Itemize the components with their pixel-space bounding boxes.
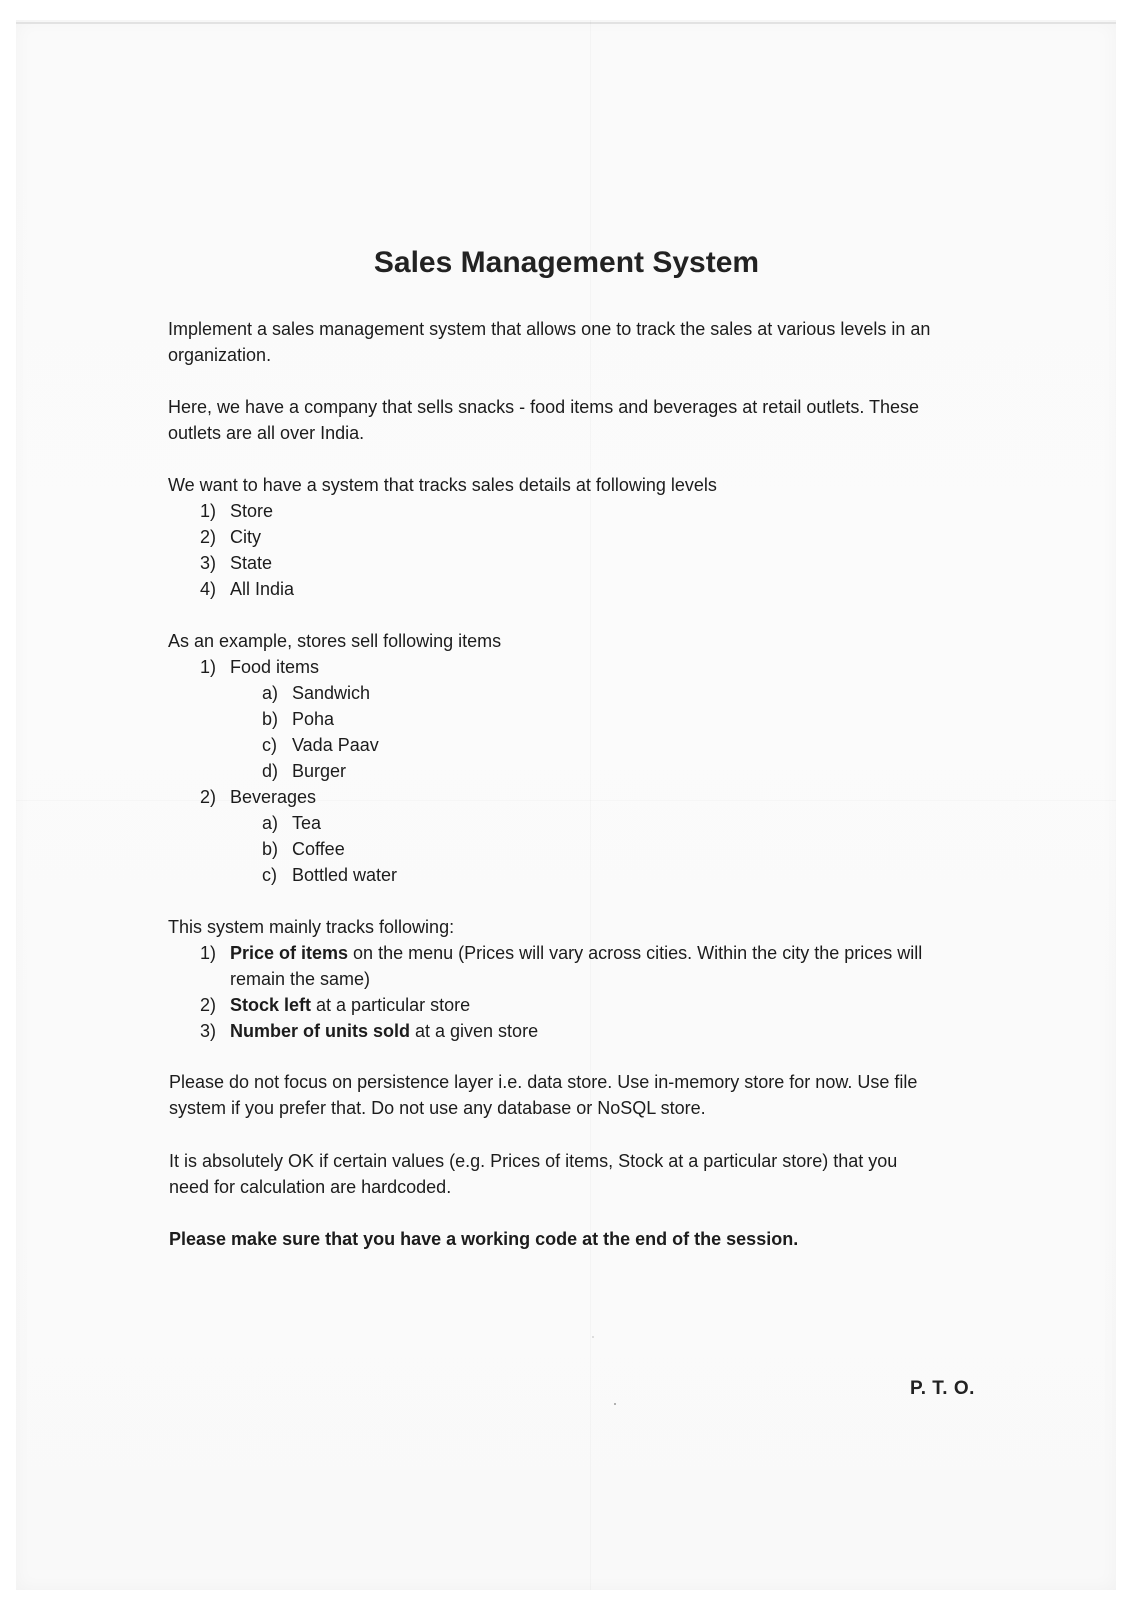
closing-note: Please make sure that you have a working code at the end of the session. — [169, 1229, 799, 1249]
list-item: 3) State — [200, 553, 273, 573]
scan-top-edge — [16, 22, 1116, 24]
text-line: Here, we have a company that sells snacks - food items and beverages at retail outlets. These — [168, 397, 920, 417]
text-line: system if you prefer that. Do not use any database or NoSQL store. — [169, 1098, 706, 1118]
tracks-section — [168, 914, 922, 1044]
sub-list-item: d) Burger — [262, 761, 347, 781]
text-line: It is absolutely OK if certain values (e.g. Prices of items, Stock at a particular store) that you — [169, 1151, 898, 1171]
items-section — [168, 628, 501, 888]
sub-list-item: a) Sandwich — [262, 683, 371, 703]
persistence-paragraph — [169, 1069, 917, 1121]
list-item: 2) Stock left at a particular store — [200, 995, 471, 1015]
intro-paragraph — [168, 316, 930, 368]
text-line: Implement a sales management system that allows one to track the sales at various levels in an — [168, 319, 931, 339]
sub-list-item: c) Bottled water — [262, 865, 398, 885]
list-item-continuation: remain the same) — [230, 969, 371, 989]
list-item: 3) Number of units sold at a given store — [200, 1021, 539, 1041]
hardcoded-paragraph — [169, 1148, 897, 1200]
sub-list-item: b) Coffee — [262, 839, 345, 859]
company-paragraph — [168, 394, 919, 446]
levels-section — [168, 472, 717, 602]
sub-list-item: a) Tea — [262, 813, 322, 833]
scan-speck — [614, 1403, 616, 1405]
list-item: 2) City — [200, 527, 261, 547]
text-line: outlets are all over India. — [168, 423, 365, 443]
items-heading: As an example, stores sell following items — [168, 631, 502, 651]
page-turn-note: P. T. O. — [910, 1378, 975, 1399]
list-item: 4) All India — [200, 579, 295, 599]
sub-list-item: c) Vada Paav — [262, 735, 379, 755]
text-line: need for calculation are hardcoded. — [169, 1177, 452, 1197]
tracks-heading: This system mainly tracks following: — [168, 917, 455, 937]
levels-heading: We want to have a system that tracks sales details at following levels — [168, 475, 717, 495]
text-line: organization. — [168, 345, 272, 365]
list-item: 1) Store — [200, 501, 274, 521]
sub-list-item: b) Poha — [262, 709, 335, 729]
list-item-beverages: 2) Beverages — [200, 787, 317, 807]
list-item-food: 1) Food items — [200, 657, 320, 677]
text-line: Please do not focus on persistence layer i.e. data store. Use in-memory store for now. Use file — [169, 1072, 918, 1092]
document-title: Sales Management System — [373, 246, 760, 279]
list-item: 1) Price of items on the menu (Prices will vary across cities. Within the city the prices will — [200, 943, 923, 963]
scan-speck — [592, 1336, 594, 1338]
